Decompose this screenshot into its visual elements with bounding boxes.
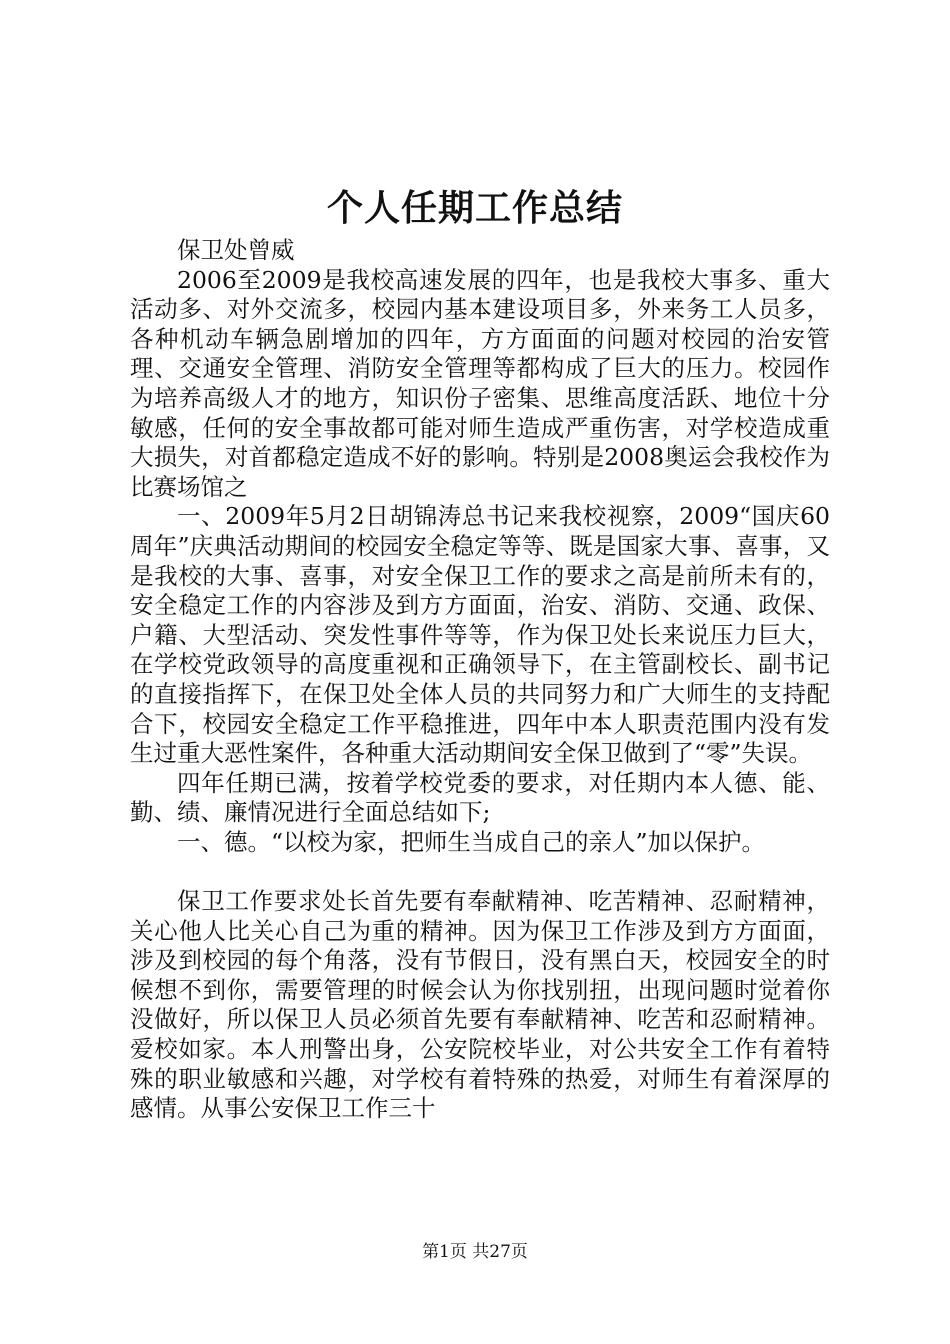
paragraph-gap [130,857,830,887]
paragraph-intro: 2006至2009是我校高速发展的四年，也是我校大事多、重大活动多、对外交流多，校园内基本建设项目多，外来务工人员多，各种机动车辆急剧增加的四年，方方面面的问题对校园的治安管理、交通安全管理、消防安全管理等都构成了巨大的压力。校园作为培养高级人才的地方，知识份子密集、思维高度活跃、地位十分敏感，任何的安全事故都可能对师生造成严重伤害，对学校造成重大损失，对首都稳定造成不好的影响。特别是2008奥运会我校作为比赛场馆之 [130,265,830,501]
author-line: 保卫处曾威 [177,236,295,264]
document-title: 个人任期工作总结 [326,187,623,229]
document-body [130,236,830,1124]
paragraph-dedication: 保卫工作要求处长首先要有奉献精神、吃苦精神、忍耐精神，关心他人比关心自己为重的精神。因为保卫工作涉及到方方面面，涉及到校园的每个角落，没有节假日，没有黑白天，校园安全的时候想不到你，需要管理的时候会认为你找别扭，出现问题时觉着你没做好，所以保卫人员必须首先要有奉献精神、吃苦和忍耐精神。爱校如家。本人刑警出身，公安院校毕业，对公共安全工作有着特殊的职业敏感和兴趣，对学校有着特殊的热爱，对师生有着深厚的感情。从事公安保卫工作三十 [130,887,830,1123]
paragraph-summary-intro: 四年任期已满，按着学校党委的要求，对任期内本人德、能、勤、绩、廉情况进行全面总结如下; [130,768,830,827]
section-heading-virtue: 一、德。“以校为家，把师生当成自己的亲人”加以保护。 [177,827,766,856]
paragraph-events: 一、2009年5月2日胡锦涛总书记来我校视察，2009“国庆60周年”庆典活动期间的校园安全稳定等等、既是国家大事、喜事，又是我校的大事、喜事，对安全保卫工作的要求之高是前所未有的，安全稳定工作的内容涉及到方方面面，治安、消防、交通、政保、户籍、大型活动、突发性事件等等，作为保卫处长来说压力巨大，在学校党政领导的高度重视和正确领导下，在主管副校长、副书记的直接指挥下，在保卫处全体人员的共同努力和广大师生的支持配合下，校园安全稳定工作平稳推进，四年中本人职责范围内没有发生过重大恶性案件，各种重大活动期间安全保卫做到了“零”失误。 [130,502,830,768]
page-footer: 第1页 共27页 [422,1242,528,1262]
